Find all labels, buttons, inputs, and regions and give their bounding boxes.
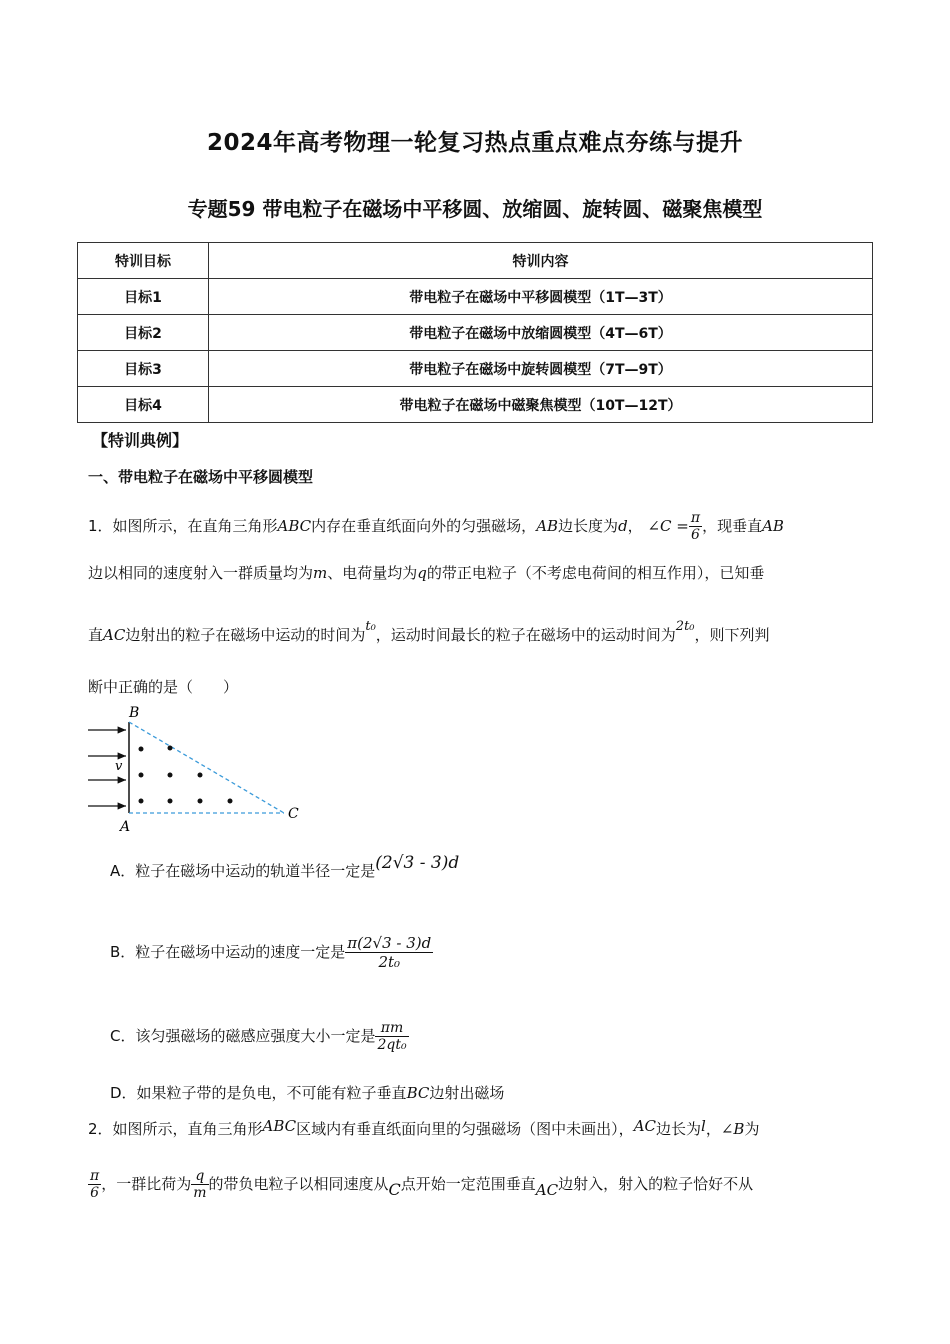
math-var: 2t₀ (675, 619, 695, 634)
fraction-denominator: 2qt₀ (377, 1037, 407, 1053)
table-row (78, 387, 873, 423)
fraction-numerator: πm (375, 1020, 408, 1037)
fraction-numerator: π(2√3 - 3)d (347, 934, 432, 952)
table-row (78, 279, 873, 315)
math-var: l (701, 1117, 706, 1135)
q1-line3 (88, 619, 770, 645)
magnetic-field-dots (139, 746, 233, 804)
math-var: C (388, 1180, 401, 1199)
math-var: ABC (262, 1117, 297, 1135)
math-var: AC (103, 626, 126, 644)
text: ，运动时间最长的粒子在磁场中的运动时间为 (375, 626, 676, 644)
option-text: D．如果粒子带的是负电，不可能有粒子垂直 (110, 1084, 407, 1102)
q1-option-d (110, 1082, 504, 1103)
math-var: t₀ (365, 619, 376, 634)
edge-bc (129, 722, 284, 813)
q1-line1 (88, 510, 784, 543)
math-var: q (417, 564, 427, 582)
q1-line4: 断中正确的是（ ） (88, 678, 239, 696)
text: ，现垂直 (702, 517, 763, 535)
fraction-numerator: π (690, 510, 701, 526)
text: 边射出的粒子在磁场中运动的时间为 (125, 626, 366, 644)
fraction (345, 934, 433, 971)
text: 2．如图所示，直角三角形 (88, 1120, 263, 1138)
document-subtitle: 专题59 带电粒子在磁场中平移圆、放缩圆、旋转圆、磁聚焦模型 (187, 197, 763, 221)
math-var: d (618, 517, 628, 535)
text: 、电荷量均为 (327, 564, 418, 582)
option-text: 边射出磁场 (429, 1084, 505, 1102)
goals-table (77, 242, 873, 423)
examples-heading: 【特训典例】 (92, 431, 189, 450)
option-math: (2√3 - 3)d (375, 853, 460, 873)
table-cell-content: 带电粒子在磁场中旋转圆模型（7T—9T） (209, 351, 873, 387)
point-a-label: A (120, 819, 131, 835)
text: 内存在垂直纸面向外的匀强磁场， (311, 517, 537, 535)
text: 边射入，射入的粒子恰好不从 (558, 1175, 754, 1193)
fraction (88, 1168, 101, 1201)
q1-option-a (110, 853, 460, 881)
table-cell-content: 带电粒子在磁场中平移圆模型（1T—3T） (209, 279, 873, 315)
math-var: AC (535, 1181, 559, 1199)
option-text: A．粒子在磁场中运动的轨道半径一定是 (110, 862, 376, 880)
angle-expression: ∠B (720, 1120, 745, 1138)
fraction (375, 1020, 408, 1053)
text: 边以相同的速度射入一群质量均为 (88, 564, 314, 582)
fraction-numerator: q (191, 1168, 208, 1185)
fraction-denominator: 2t₀ (378, 953, 401, 971)
text: 的带正电粒子（不考虑电荷间的相互作用），已知垂 (426, 564, 765, 582)
text: 区域内有垂直纸面向里的匀强磁场（图中未画出）， (296, 1120, 634, 1138)
q1-option-b (110, 934, 433, 971)
part1-heading: 一、带电粒子在磁场中平移圆模型 (88, 468, 314, 486)
table-header-row (78, 243, 873, 279)
math-var: AB (762, 517, 784, 535)
text: ，则下列判 (694, 626, 770, 644)
math-var: BC (406, 1084, 430, 1102)
math-var: AB (536, 517, 559, 535)
q2-line1 (88, 1118, 759, 1139)
text: 边长度为 (558, 517, 619, 535)
fraction-denominator: 6 (90, 1185, 100, 1201)
table-cell-goal: 目标2 (78, 315, 209, 351)
fraction-numerator: π (90, 1168, 100, 1184)
text: 为 (744, 1120, 760, 1138)
text: 的带负电粒子以相同速度从 (208, 1175, 389, 1193)
fraction-denominator: m (193, 1185, 207, 1201)
q1-line2 (88, 562, 764, 583)
point-b-label: B (129, 705, 140, 721)
table-cell-content: 带电粒子在磁场中磁聚焦模型（10T—12T） (209, 387, 873, 423)
text: 直 (88, 626, 104, 644)
q1-option-c (110, 1020, 409, 1053)
fraction-denominator: 6 (691, 527, 700, 543)
table-header-cell: 特训内容 (209, 243, 873, 279)
point-c-label: C (288, 806, 299, 822)
table-header-cell: 特训目标 (78, 243, 209, 279)
table-cell-goal: 目标3 (78, 351, 209, 387)
table-row (78, 315, 873, 351)
table-row (78, 351, 873, 387)
angle-expression: ∠C = (647, 517, 689, 535)
math-var: AC (633, 1117, 656, 1135)
text: ， (705, 1120, 721, 1138)
text: ， (627, 517, 643, 535)
math-var: ABC (277, 517, 312, 535)
option-text: B．粒子在磁场中运动的速度一定是 (110, 943, 346, 961)
math-var: m (313, 564, 328, 582)
text: 边长为 (656, 1120, 702, 1138)
table-cell-content: 带电粒子在磁场中放缩圆模型（4T—6T） (209, 315, 873, 351)
option-text: C．该匀强磁场的磁感应强度大小一定是 (110, 1027, 376, 1045)
text: ，一群比荷为 (101, 1175, 192, 1193)
text: 点开始一定范围垂直 (400, 1175, 536, 1193)
table-cell-goal: 目标4 (78, 387, 209, 423)
q2-line2 (88, 1168, 753, 1201)
table-cell-goal: 目标1 (78, 279, 209, 315)
fraction (689, 510, 702, 543)
fraction (191, 1168, 208, 1201)
text: 1．如图所示，在直角三角形 (88, 517, 278, 535)
velocity-label: v (115, 759, 123, 774)
document-title: 2024年高考物理一轮复习热点重点难点夯练与提升 (206, 130, 743, 156)
triangle-figure (84, 700, 314, 840)
